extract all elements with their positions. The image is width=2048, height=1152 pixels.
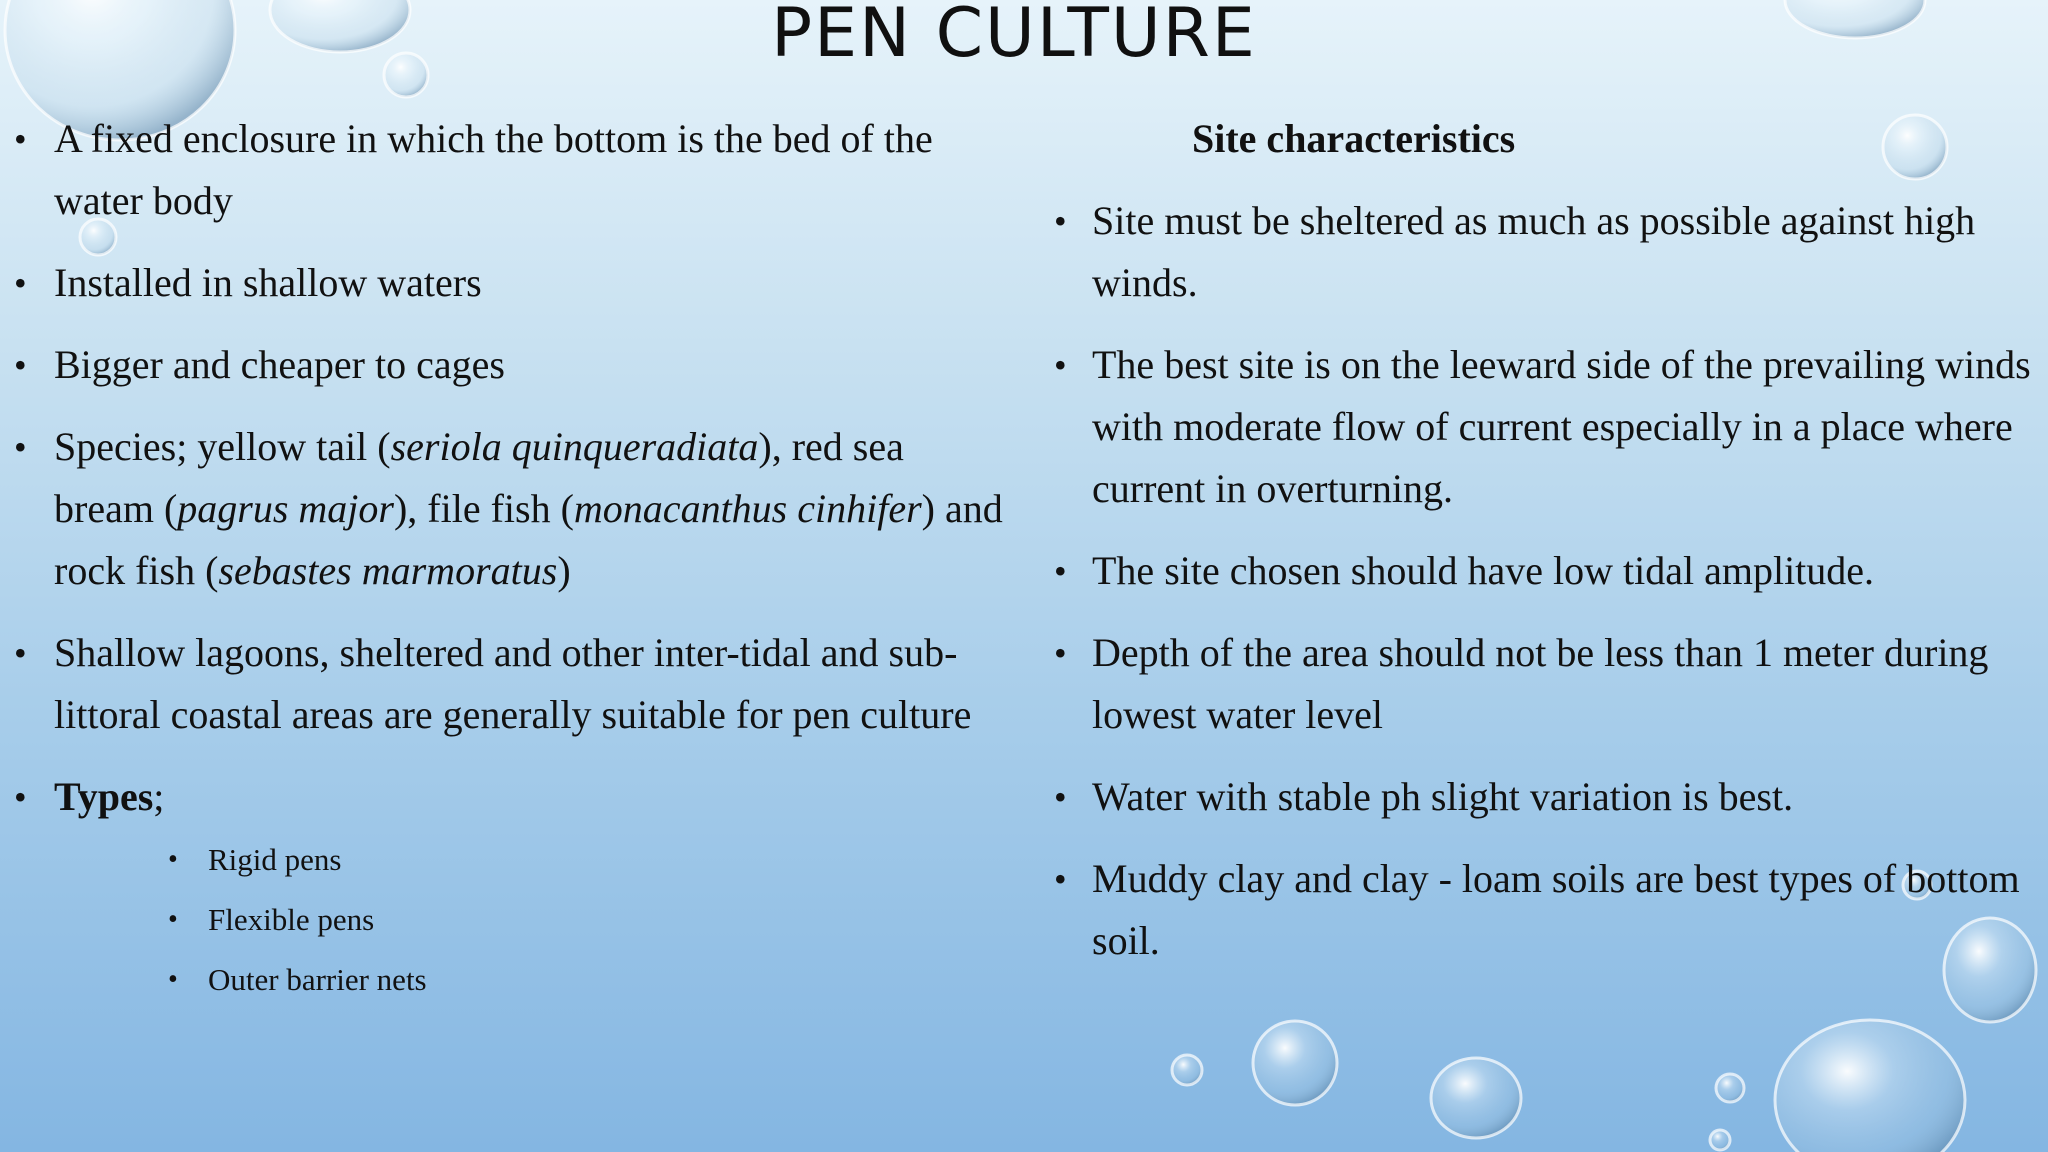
- list-item: [0, 252, 1010, 314]
- left-column: [0, 108, 1010, 1010]
- list-item: • Depth of the area should not be less than 1 meter during lowest water level: [1038, 622, 2038, 746]
- slide-title: PEN CULTURE: [771, 0, 1257, 73]
- species-text: ): [557, 548, 571, 593]
- list-item: [0, 622, 1010, 746]
- right-bullet-list: [1038, 190, 2038, 972]
- bullet-text: Bigger and cheaper to cages: [54, 342, 505, 387]
- site-characteristics-heading: Site characteristics: [1192, 116, 1516, 161]
- list-item: • Muddy clay and clay - loam soils are best types of bottom soil.: [1038, 848, 2038, 972]
- sub-list-item: • Outer barrier nets: [154, 950, 1010, 1010]
- list-item: [0, 334, 1010, 396]
- list-item: • The best site is on the leeward side of the prevailing winds with moderate flow of current especially in a place where current in overturning.: [1038, 334, 2038, 520]
- species-text: ), red sea bream (: [54, 424, 904, 531]
- bullet-text: A fixed enclosure in which the bottom is the bed of the water body: [54, 116, 933, 223]
- species-latin-name: seriola quinqueradiata: [390, 424, 759, 469]
- types-suffix: ;: [153, 774, 165, 819]
- list-item: • Site must be sheltered as much as possible against high winds.: [1038, 190, 2038, 314]
- list-item-species: [0, 416, 1010, 602]
- species-latin-name: sebastes marmoratus: [218, 548, 558, 593]
- sub-list-item: • Rigid pens: [154, 830, 1010, 890]
- species-latin-name: monacanthus cinhifer: [573, 486, 922, 531]
- left-bullet-list: [0, 108, 1010, 828]
- species-latin-name: pagrus major: [177, 486, 394, 531]
- right-column: [1038, 108, 2038, 992]
- types-sub-list: [154, 830, 1010, 1010]
- types-label: Types: [54, 774, 154, 819]
- bullet-text: Installed in shallow waters: [54, 260, 482, 305]
- sub-list-item: • Flexible pens: [154, 890, 1010, 950]
- species-text: ), file fish (: [393, 486, 574, 531]
- species-text: ) and rock fish (: [54, 486, 1003, 593]
- species-text: Species; yellow tail (: [54, 424, 391, 469]
- bullet-text: Shallow lagoons, sheltered and other inter-tidal and sub-littoral coastal areas are generally suitable for pen culture: [54, 630, 972, 737]
- list-item: [0, 108, 1010, 232]
- list-item: • Water with stable ph slight variation is best.: [1038, 766, 2038, 828]
- list-item: • The site chosen should have low tidal amplitude.: [1038, 540, 2038, 602]
- list-item-types: [0, 766, 1010, 828]
